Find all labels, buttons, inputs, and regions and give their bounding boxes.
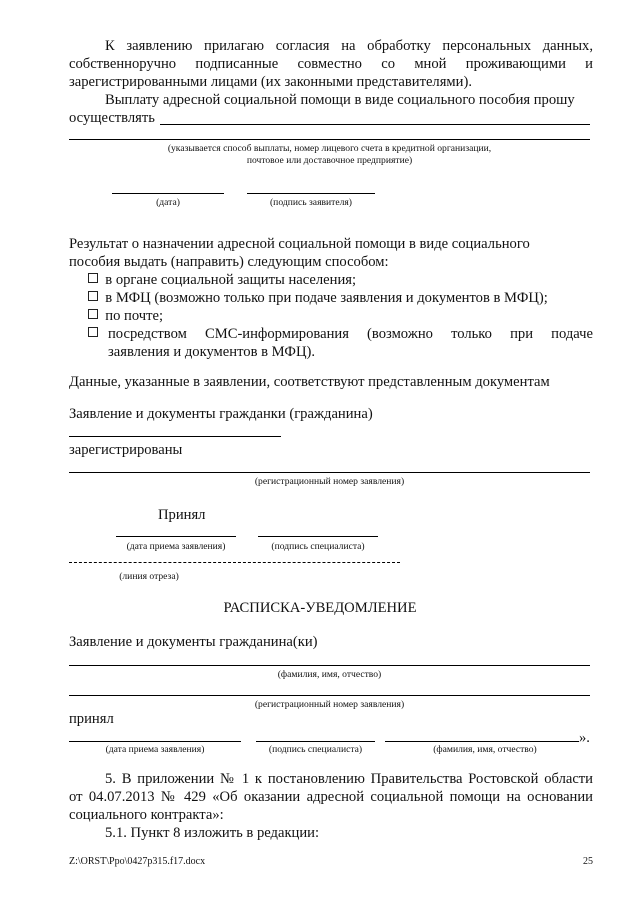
payment-method-field-2[interactable] [69, 139, 590, 140]
result-option-label: в МФЦ (возможно только при подаче заявления и документов в МФЦ); [105, 290, 548, 306]
receipt-title: РАСПИСКА-УВЕДОМЛЕНИЕ [223, 600, 417, 616]
applicant-date-field[interactable] [112, 193, 224, 194]
result-option-4-label: посредством СМС-информирования (возможно только при подаче [108, 326, 593, 342]
result-option-label: по почте; [105, 308, 164, 324]
accepted-signature-field[interactable] [258, 536, 378, 537]
receipt-specialist-fio-caption: (фамилия, имя, отчество) [433, 744, 537, 755]
receipt-date-caption: (дата приема заявления) [105, 744, 205, 755]
receipt-reg-field[interactable] [69, 695, 590, 696]
result-line-2: пособия выдать (направить) следующим способом: [69, 254, 389, 270]
registration-name-field[interactable] [69, 436, 281, 437]
result-option-3 [88, 307, 163, 325]
receipt-signature-caption: (подпись специалиста) [268, 744, 363, 755]
receipt-date-field[interactable] [69, 741, 241, 742]
section5-line-3: социального контракта»: [69, 807, 224, 823]
footer-file-path: Z:\ORST\Ppo\0427p315.f17.docx [69, 856, 206, 867]
accepted-signature-caption: (подпись специалиста) [271, 541, 365, 552]
receipt-docs-label: Заявление и документы гражданина(ки) [69, 634, 318, 650]
receipt-reg-caption: (регистрационный номер заявления) [254, 699, 405, 710]
accepted-date-caption: (дата приема заявления) [126, 541, 226, 552]
footer-page-number: 25 [583, 856, 593, 867]
accepted-label: Принял [158, 507, 206, 523]
consent-line-1: К заявлению прилагаю согласия на обработку персональных данных, [105, 38, 593, 54]
payment-caption-1: (указывается способ выплаты, номер лицевого счета в кредитной организации, [167, 143, 492, 154]
payment-caption-2: почтовое или доставочное предприятие) [246, 155, 413, 166]
applicant-signature-field[interactable] [247, 193, 375, 194]
receipt-closing: ». [579, 730, 590, 746]
registration-number-caption: (регистрационный номер заявления) [254, 476, 405, 487]
receipt-accepted-label: принял [69, 711, 114, 727]
section5-line-2: от 04.07.2013 № 429 «Об оказании адресной социальной помощи на основании [69, 789, 593, 805]
consent-line-3: зарегистрированными лицами (их законными представителями). [69, 74, 472, 90]
result-option-label: в органе социальной защиты населения; [105, 272, 357, 288]
option-checkbox[interactable] [88, 291, 98, 301]
data-match-text: Данные, указанные в заявлении, соответствуют представленным документам [69, 374, 550, 390]
receipt-fio-caption: (фамилия, имя, отчество) [277, 669, 382, 680]
result-option-4-cont: заявления и документов в МФЦ). [108, 344, 316, 360]
option-checkbox[interactable] [88, 273, 98, 283]
payment-line-2: осуществлять [69, 110, 155, 126]
receipt-fio-field[interactable] [69, 665, 590, 666]
receipt-specialist-fio-field[interactable] [385, 741, 579, 742]
result-option-1 [88, 271, 356, 289]
result-option-4 [88, 325, 98, 343]
option-checkbox[interactable] [88, 327, 98, 337]
registration-docs-label: Заявление и документы гражданки (гражданина) [69, 406, 373, 422]
applicant-date-caption: (дата) [156, 197, 180, 208]
option-checkbox[interactable] [88, 309, 98, 319]
section5-line-4: 5.1. Пункт 8 изложить в редакции: [105, 825, 320, 841]
payment-line-1: Выплату адресной социальной помощи в виде социального пособия прошу [105, 92, 575, 108]
result-option-2 [88, 289, 548, 307]
consent-line-2: собственноручно подписанные совместно со мной проживающими и [69, 56, 593, 72]
receipt-signature-field[interactable] [256, 741, 375, 742]
result-line-1: Результат о назначении адресной социальной помощи в виде социального [69, 236, 530, 252]
applicant-signature-caption: (подпись заявителя) [269, 197, 352, 208]
payment-method-field[interactable] [160, 124, 590, 125]
registration-number-field[interactable] [69, 472, 590, 473]
section5-line-1: 5. В приложении № 1 к постановлению Правительства Ростовской области [105, 771, 593, 787]
cut-line [69, 562, 400, 563]
accepted-date-field[interactable] [116, 536, 236, 537]
registered-label: зарегистрированы [69, 442, 183, 458]
cut-line-caption: (линия отреза) [119, 571, 179, 582]
